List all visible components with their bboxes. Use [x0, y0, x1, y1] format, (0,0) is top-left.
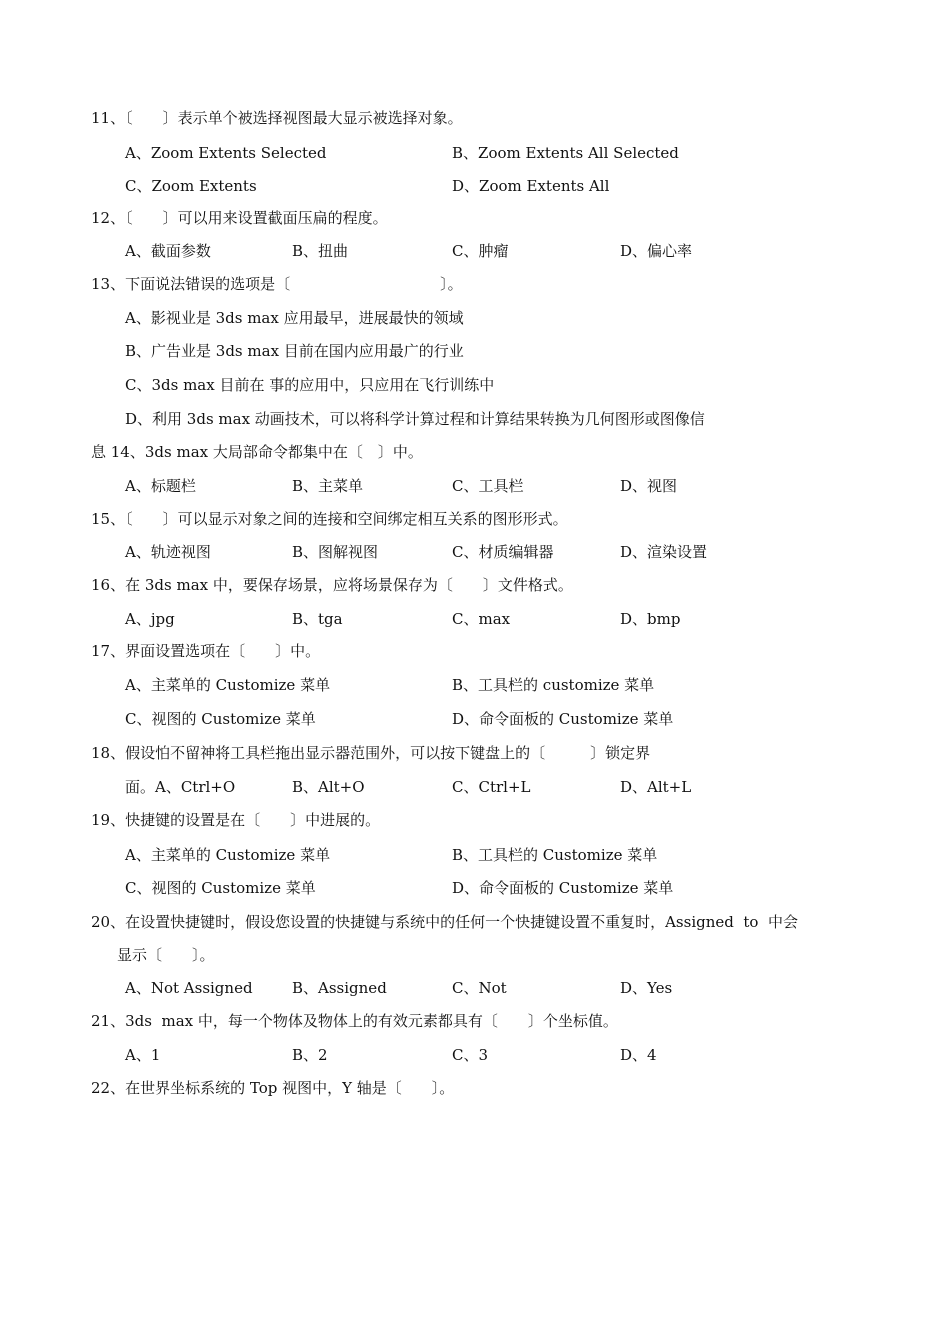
option-13-b: B、广告业是 3ds max 目前在国内应用最广的行业: [125, 342, 464, 360]
option-15-a: A、轨迹视图: [125, 543, 211, 561]
question-12: 12、〔 〕可以用来设置截面压扁的程度。: [91, 209, 388, 227]
option-16-a: A、jpg: [125, 610, 175, 628]
option-20-b: B、Assigned: [292, 979, 387, 997]
option-12-d: D、偏心率: [620, 242, 693, 260]
option-14-d: D、视图: [620, 477, 678, 495]
option-18-c: C、Ctrl+L: [452, 778, 531, 796]
option-15-b: B、图解视图: [292, 543, 379, 561]
question-18: 18、假设怕不留神将工具栏拖出显示器范围外，可以按下键盘上的〔 〕锁定界: [91, 744, 651, 762]
option-17-c: C、视图的 Customize 菜单: [125, 710, 316, 728]
question-20-continued: 显示〔 〕。: [117, 946, 215, 964]
option-21-a: A、1: [125, 1046, 161, 1064]
question-16: 16、在 3ds max 中，要保存场景，应将场景保存为〔 〕文件格式。: [91, 576, 573, 594]
option-21-b: B、2: [292, 1046, 328, 1064]
option-20-a: A、Not Assigned: [125, 979, 253, 997]
question-14: 息 14、3ds max 大局部命令都集中在〔 〕中。: [91, 443, 423, 461]
question-20: 20、在设置快捷键时，假设您设置的快捷键与系统中的任何一个快捷键设置不重复时，Assigned to 中会: [91, 913, 798, 931]
option-21-c: C、3: [452, 1046, 489, 1064]
option-11-c: C、Zoom Extents: [125, 177, 257, 195]
option-15-c: C、材质编辑器: [452, 543, 554, 561]
option-11-b: B、Zoom Extents All Selected: [452, 144, 679, 162]
option-17-d: D、命令面板的 Customize 菜单: [452, 710, 674, 728]
option-20-d: D、Yes: [620, 979, 673, 997]
option-13-d: D、利用 3ds max 动画技术，可以将科学计算过程和计算结果转换为几何图形或图像信: [125, 410, 705, 428]
option-11-d: D、Zoom Extents All: [452, 177, 610, 195]
question-15: 15、〔 〕可以显示对象之间的连接和空间绑定相互关系的图形形式。: [91, 510, 568, 528]
option-12-c: C、肿瘤: [452, 242, 509, 260]
question-19: 19、快捷键的设置是在〔 〕中进展的。: [91, 811, 381, 829]
option-16-d: D、bmp: [620, 610, 681, 628]
option-14-a: A、标题栏: [125, 477, 196, 495]
option-16-c: C、max: [452, 610, 511, 628]
option-20-c: C、Not: [452, 979, 507, 997]
question-21: 21、3ds max 中，每一个物体及物体上的有效元素都具有〔 〕个坐标值。: [91, 1012, 618, 1030]
option-14-c: C、工具栏: [452, 477, 524, 495]
option-19-b: B、工具栏的 Customize 菜单: [452, 846, 658, 864]
question-22: 22、在世界坐标系统的 Top 视图中，Y 轴是〔 〕。: [91, 1079, 455, 1097]
option-14-b: B、主菜单: [292, 477, 364, 495]
option-19-a: A、主菜单的 Customize 菜单: [125, 846, 331, 864]
option-16-b: B、tga: [292, 610, 343, 628]
option-19-d: D、命令面板的 Customize 菜单: [452, 879, 674, 897]
option-18-b: B、Alt+O: [292, 778, 365, 796]
option-21-d: D、4: [620, 1046, 657, 1064]
question-11: 11、〔 〕表示单个被选择视图最大显示被选择对象。: [91, 109, 463, 127]
question-17: 17、界面设置选项在〔 〕中。: [91, 642, 321, 660]
option-17-a: A、主菜单的 Customize 菜单: [125, 676, 331, 694]
option-12-b: B、扭曲: [292, 242, 349, 260]
option-13-c: C、3ds max 目前在 事的应用中，只应用在飞行训练中: [125, 376, 495, 394]
option-18-a: 面。A、Ctrl+O: [125, 778, 236, 796]
option-11-a: A、Zoom Extents Selected: [125, 144, 327, 162]
option-17-b: B、工具栏的 customize 菜单: [452, 676, 655, 694]
option-15-d: D、渲染设置: [620, 543, 708, 561]
option-19-c: C、视图的 Customize 菜单: [125, 879, 316, 897]
option-18-d: D、Alt+L: [620, 778, 692, 796]
question-13: 13、下面说法错误的选项是〔 〕。: [91, 275, 463, 293]
option-12-a: A、截面参数: [125, 242, 211, 260]
option-13-a: A、影视业是 3ds max 应用最早，进展最快的领域: [125, 309, 464, 327]
